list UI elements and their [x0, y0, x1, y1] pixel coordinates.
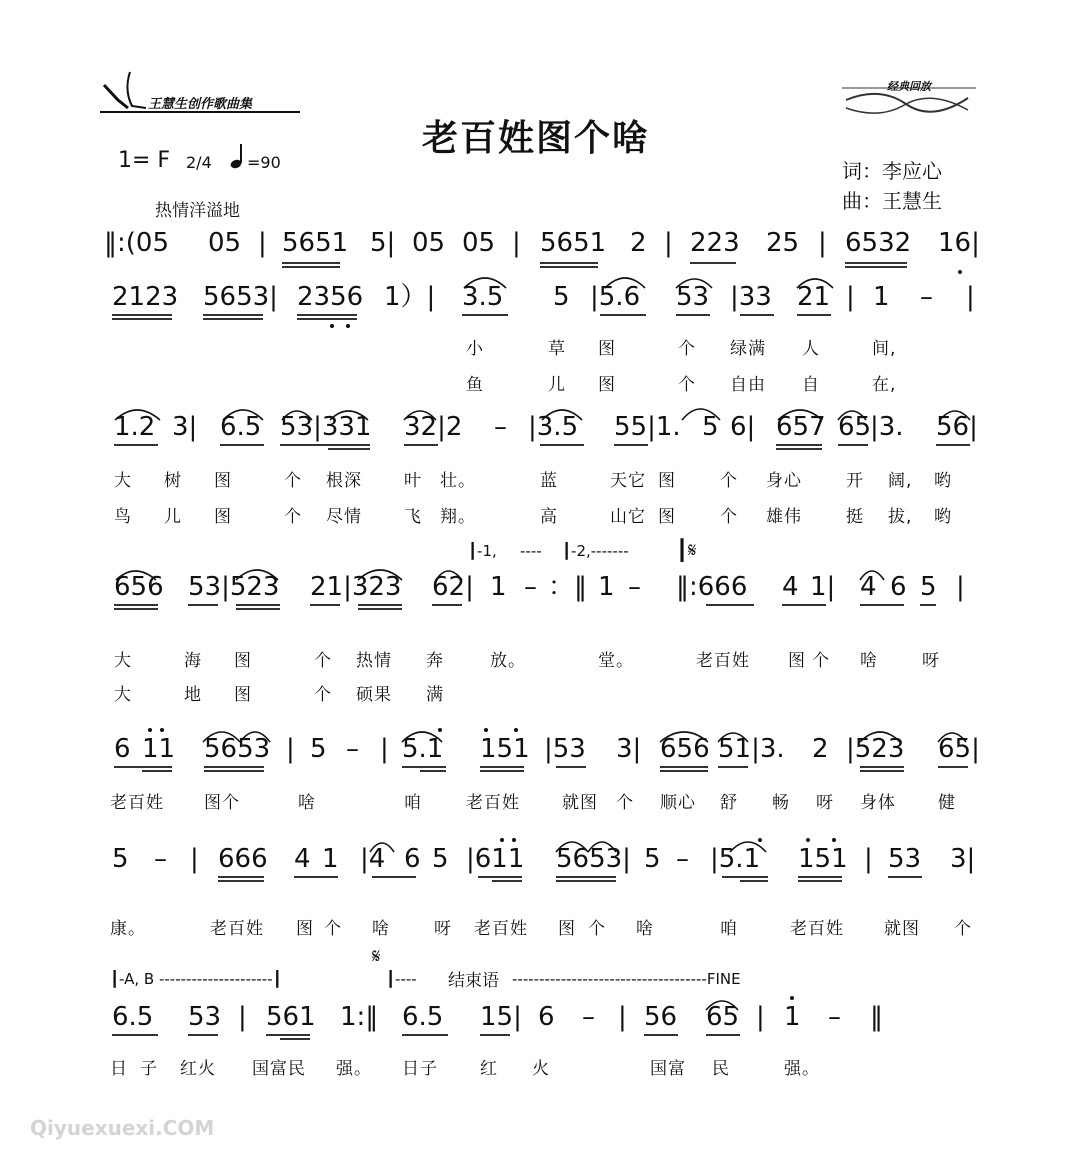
score-token: | [190, 844, 199, 874]
score-token: |523 [846, 734, 905, 764]
score-token: 6532 [845, 228, 912, 258]
lyric: 奔 [426, 651, 444, 671]
fine-marking: ------------------------------------FINE [512, 970, 741, 988]
lyric: 图 [296, 919, 314, 939]
lyric: 挺 [846, 507, 864, 527]
lyric: 绿满 [730, 339, 766, 359]
lyrics-verse2-line3 [0, 680, 1072, 704]
collection-name: 王慧生创作歌曲集 [148, 97, 253, 112]
lyric: 顺心 [660, 793, 696, 813]
volta-second-ending: ┃-2,------- [562, 542, 629, 560]
score-token: 56| [936, 412, 978, 442]
score-token: 21 [797, 282, 831, 312]
score-token: 4 [294, 844, 311, 874]
score-token: 657 [776, 412, 826, 442]
score-token: 666 [218, 844, 268, 874]
score-token: |33 [730, 282, 772, 312]
score-token: |53 [544, 734, 586, 764]
segno-icon: ┃𝄋 [676, 538, 697, 562]
lyric: 儿 [164, 507, 182, 527]
score-token: 5 [310, 734, 327, 764]
score-token: ‖ [870, 1002, 883, 1032]
lyric: 天它 [610, 471, 646, 491]
lyric: 舒 [720, 793, 738, 813]
score-token: 65| [938, 734, 980, 764]
lyric: 翔。 [440, 507, 476, 527]
volta-first-ending: ┃-1, [468, 542, 497, 560]
score-token: 05 [462, 228, 496, 258]
lyric: 根深 [326, 471, 362, 491]
lyric: 人 [802, 339, 820, 359]
lyric: 高 [540, 507, 558, 527]
score-token: | [756, 1002, 765, 1032]
lyric: 图 [214, 471, 232, 491]
score-token: 65 [838, 412, 872, 442]
score-token: 32|2 [404, 412, 463, 442]
score-token: |4 [360, 844, 386, 874]
score-line-7 [0, 1002, 1072, 1062]
lyric: 红 [480, 1059, 498, 1079]
score-token: 656 [660, 734, 710, 764]
lyric: 个 [616, 793, 634, 813]
score-token: 5 [432, 844, 449, 874]
score-token: – [346, 734, 359, 764]
lyric: 身体 [860, 793, 896, 813]
score-token: | [286, 734, 295, 764]
lyric: 国富 [650, 1059, 686, 1079]
lyric: 就图 [884, 919, 920, 939]
lyric: 放。 [490, 651, 526, 671]
lyric: 身心 [766, 471, 802, 491]
volta-ab-ending: ┃-A, B ---------------------┃ [110, 970, 282, 988]
score-token: 53 [888, 844, 922, 874]
lyric: 硕果 [356, 685, 392, 705]
score-token: 3| [172, 412, 198, 442]
lyric: 个 [314, 685, 332, 705]
lyric: 图个 [204, 793, 240, 813]
score-token: 1 [784, 1002, 801, 1032]
lyric: 拔, [888, 507, 913, 527]
site-watermark: Qiyuexuexi.COM [30, 1116, 215, 1140]
volta-dash: ┃---- [386, 970, 417, 988]
lyric: 呀 [434, 919, 452, 939]
score-token: |3. [870, 412, 904, 442]
score-token: 1.2 [114, 412, 156, 442]
lyric: 热情 [356, 651, 392, 671]
lyric: 火 [532, 1059, 550, 1079]
score-token: | [664, 228, 673, 258]
score-token: 1 [490, 572, 507, 602]
lyric: 壮。 [440, 471, 476, 491]
score-token: 6 [890, 572, 907, 602]
lyric: 咱 [720, 919, 738, 939]
score-token: 1| [810, 572, 836, 602]
lyric: 个 [954, 919, 972, 939]
score-token: – [154, 844, 167, 874]
score-token: – [524, 572, 537, 602]
lyric: 自由 [730, 375, 766, 395]
stamp-label: 经典回放 [887, 80, 931, 93]
score-token: – [494, 412, 507, 442]
lyric: 地 [184, 685, 202, 705]
lyric: 红火 [180, 1059, 216, 1079]
lyric: 畅 [772, 793, 790, 813]
lyric: 堂。 [598, 651, 634, 671]
lyric: 小 [466, 339, 484, 359]
lyric: 老百姓 [696, 651, 750, 671]
score-token: ：‖ [548, 572, 588, 602]
score-token: 5 [702, 412, 719, 442]
lyric: 大 [114, 471, 132, 491]
lyric: 大 [114, 651, 132, 671]
lyric: 图 [214, 507, 232, 527]
score-line-6 [0, 844, 1072, 904]
lyric: 健 [938, 793, 956, 813]
score-token: 05 [208, 228, 242, 258]
lyric: 个 [812, 651, 830, 671]
lyrics-verse1-line2 [0, 466, 1072, 490]
lyric: 个 [720, 471, 738, 491]
lyrics-verse2-line2 [0, 502, 1072, 526]
lyric: 强。 [784, 1059, 820, 1079]
score-token: – [920, 282, 933, 312]
score-token: 11 [142, 734, 176, 764]
score-token: 25 [766, 228, 800, 258]
key-signature: 1= F [118, 148, 171, 173]
score-token: | [380, 734, 389, 764]
lyric: 子 [140, 1059, 158, 1079]
lyric: 哟 [934, 471, 952, 491]
lyrics-line5 [0, 914, 1072, 938]
segno-icon: 𝄋 [372, 944, 381, 968]
song-title: 老百姓图个啥 [421, 118, 650, 159]
score-token: 1:‖ [340, 1002, 379, 1032]
lyric: 老百姓 [110, 793, 164, 813]
lyric: 图 [558, 919, 576, 939]
lyric: 图 [234, 685, 252, 705]
score-token: 53 [676, 282, 710, 312]
score-token: 6 [114, 734, 131, 764]
score-token: 6.5 [112, 1002, 154, 1032]
lyric: 开 [846, 471, 864, 491]
lyric: 个 [720, 507, 738, 527]
lyric: 图 [234, 651, 252, 671]
score-token: – [628, 572, 641, 602]
lyric: 图 [658, 471, 676, 491]
composer-credit: 曲：王慧生 [842, 189, 942, 213]
lyrics-verse1-line3 [0, 646, 1072, 670]
score-token: ‖:666 [676, 572, 748, 602]
score-token: – [582, 1002, 595, 1032]
score-token: 2 [812, 734, 829, 764]
lyric: 儿 [548, 375, 566, 395]
score-token: |3.5 [528, 412, 579, 442]
score-token: 5| [370, 228, 396, 258]
score-token: 65 [706, 1002, 740, 1032]
score-token: 6.5 [220, 412, 262, 442]
score-token: 6 [404, 844, 421, 874]
score-token: 151 [480, 734, 530, 764]
score-token: 3| [616, 734, 642, 764]
score-token: 5 [112, 844, 129, 874]
score-token: 53|523 [188, 572, 280, 602]
tempo-marking: =90 [247, 153, 281, 172]
lyric: 草 [548, 339, 566, 359]
lyrics-line6 [0, 1054, 1072, 1078]
score-token: 561 [266, 1002, 316, 1032]
score-token: 6.5 [402, 1002, 444, 1032]
score-token: | [512, 228, 521, 258]
lyric: 康。 [110, 919, 146, 939]
lyric: 图 [658, 507, 676, 527]
score-token: 62| [432, 572, 474, 602]
score-token: 151 [798, 844, 848, 874]
lyric: 自 [802, 375, 820, 395]
score-token: 5651 [540, 228, 607, 258]
lyric: 间, [872, 339, 897, 359]
score-token: |611 [466, 844, 525, 874]
lyric: 日子 [402, 1059, 438, 1079]
lyric: 强。 [336, 1059, 372, 1079]
score-token: – [676, 844, 689, 874]
score-token: | [238, 1002, 247, 1032]
score-token: 5 [920, 572, 937, 602]
score-token: 6| [730, 412, 756, 442]
lyric: 啥 [860, 651, 878, 671]
score-token: 656 [114, 572, 164, 602]
score-line-2 [0, 282, 1072, 342]
score-token: 3.5 [462, 282, 504, 312]
score-token: 5651 [282, 228, 349, 258]
lyric: 民 [712, 1059, 730, 1079]
lyric: 呀 [922, 651, 940, 671]
score-token: 1 [598, 572, 615, 602]
lyric: 树 [164, 471, 182, 491]
coda-label: 结束语 [448, 971, 499, 991]
score-token: 1 [873, 282, 890, 312]
lyrics-line4 [0, 788, 1072, 812]
lyric: 尽情 [326, 507, 362, 527]
score-token: 55|1. [614, 412, 681, 442]
lyric: 咱 [404, 793, 422, 813]
lyric: 个 [314, 651, 332, 671]
score-token: 5.1 [402, 734, 444, 764]
score-token: 6 [538, 1002, 555, 1032]
score-token: 05 [412, 228, 446, 258]
lyric: 在, [872, 375, 897, 395]
lyric: 个 [678, 339, 696, 359]
score-token: 21|323 [310, 572, 402, 602]
score-token: 1 [322, 844, 339, 874]
lyrics-verse1-line1 [0, 334, 1072, 358]
lyric: 老百姓 [474, 919, 528, 939]
lyric: 阔, [888, 471, 913, 491]
score-token: ‖:(05 [104, 228, 169, 258]
lyric: 蓝 [540, 471, 558, 491]
quarter-note-icon [230, 143, 246, 169]
score-line-3 [0, 412, 1072, 472]
score-line-4 [0, 572, 1072, 632]
score-token: 3| [950, 844, 976, 874]
lyric: 个 [324, 919, 342, 939]
score-token: 5653 [204, 734, 271, 764]
lyric: 雄伟 [766, 507, 802, 527]
lyric: 鸟 [114, 507, 132, 527]
score-token: 56 [644, 1002, 678, 1032]
score-token: 2123 [112, 282, 179, 312]
score-token: | [618, 1002, 627, 1032]
score-token: 4 [782, 572, 799, 602]
score-token: | [818, 228, 827, 258]
lyric: 啥 [372, 919, 390, 939]
lyric: 大 [114, 685, 132, 705]
lyric: 日 [110, 1059, 128, 1079]
expression-marking: 热情洋溢地 [155, 201, 240, 221]
lyric: 飞 [404, 507, 422, 527]
lyric: 个 [678, 375, 696, 395]
score-token: | [956, 572, 965, 602]
lyric: 老百姓 [790, 919, 844, 939]
lyric: 老百姓 [466, 793, 520, 813]
score-token: | [846, 282, 855, 312]
time-signature: 2/4 [186, 153, 212, 172]
score-token: 2 [630, 228, 647, 258]
score-token: 51|3. [718, 734, 785, 764]
lyricist-credit: 词：李应心 [842, 159, 942, 183]
score-token: 5653| [556, 844, 631, 874]
score-line-5 [0, 734, 1072, 794]
score-token: 4 [860, 572, 877, 602]
score-token: 1）| [384, 282, 436, 312]
lyric: 图 [598, 339, 616, 359]
lyric: 老百姓 [210, 919, 264, 939]
lyric: 个 [284, 507, 302, 527]
score-token: |5.1 [710, 844, 761, 874]
score-token: 223 [690, 228, 740, 258]
score-token: | [258, 228, 267, 258]
score-token: 5653| [203, 282, 278, 312]
score-token: 16| [938, 228, 980, 258]
score-token: 2356 [297, 282, 364, 312]
lyrics-verse2-line1 [0, 370, 1072, 394]
score-token: – [828, 1002, 841, 1032]
lyric: 啥 [636, 919, 654, 939]
score-token: 5 [644, 844, 661, 874]
score-token: |5.6 [590, 282, 641, 312]
lyric: 海 [184, 651, 202, 671]
score-token: | [966, 282, 975, 312]
lyric: 呀 [816, 793, 834, 813]
score-token: 53 [188, 1002, 222, 1032]
lyric: 叶 [404, 471, 422, 491]
score-token: 5 [553, 282, 570, 312]
volta-dash: ---- [520, 542, 542, 560]
lyric: 鱼 [466, 375, 484, 395]
lyric: 山它 [610, 507, 646, 527]
lyric: 图 [598, 375, 616, 395]
lyric: 满 [426, 685, 444, 705]
score-token: | [864, 844, 873, 874]
lyric: 就图 [562, 793, 598, 813]
lyric: 啥 [298, 793, 316, 813]
lyric: 个 [588, 919, 606, 939]
lyric: 个 [284, 471, 302, 491]
score-token: 53|331 [280, 412, 372, 442]
lyric: 国富民 [252, 1059, 306, 1079]
lyric: 哟 [934, 507, 952, 527]
score-token: 15| [480, 1002, 522, 1032]
lyric: 图 [788, 651, 806, 671]
score-line-1 [0, 228, 1072, 288]
